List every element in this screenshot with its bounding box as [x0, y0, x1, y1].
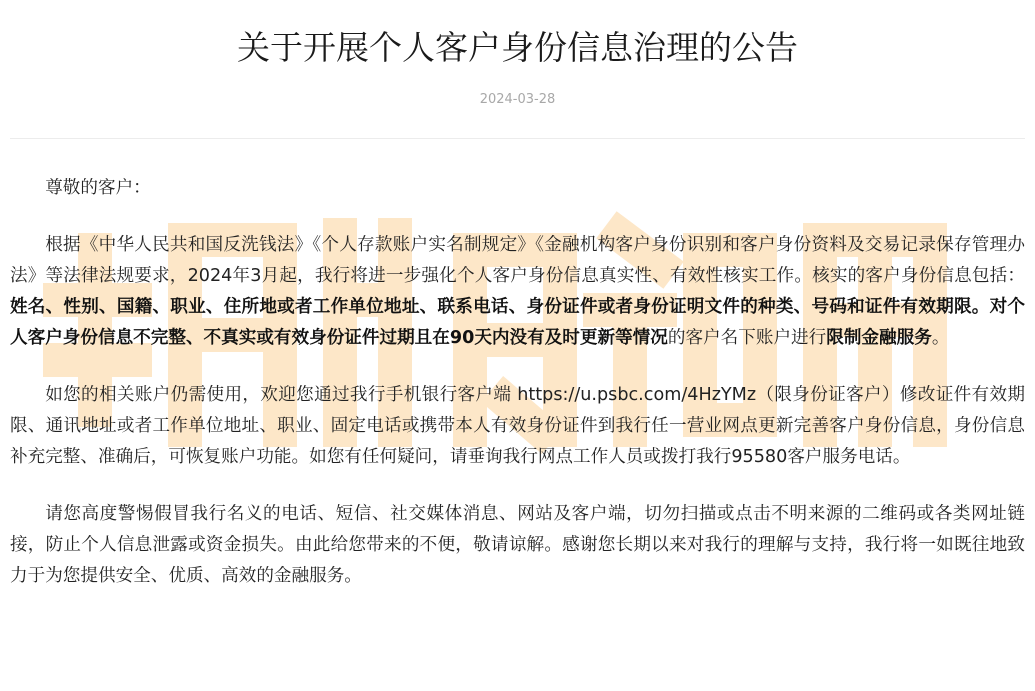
page-title: 关于开展个人客户身份信息治理的公告: [237, 28, 798, 67]
announcement-body: [10, 173, 1025, 592]
policy-text-b: 的客户名下账户进行: [667, 328, 827, 348]
policy-paragraph: [10, 230, 1025, 354]
publish-date: 2024-03-28: [479, 92, 556, 107]
policy-restriction: 限制金融服务: [826, 328, 932, 348]
policy-text-a: 根据《中华人民共和国反洗钱法》《个人存款账户实名制规定》《金融机构客户身份识别和客户身份资料及交易记录保存管理办法》等法律法规要求，2024年3月起，我行将进一步强化个人客户身份信息真实性、有效性核实工作。核实的客户身份信息包括：: [10, 235, 1025, 286]
policy-required-info: 姓名、性别、国籍、职业、住所地或者工作单位地址、联系电话、身份证件或者身份证明文件的种类、号码和证件有效期限。对个人客户身份信息不完整、不真实或有效身份证件过期且在90天内没有及时更新等情况: [10, 297, 1025, 348]
fraud-warning-paragraph: 请您高度警惕假冒我行名义的电话、短信、社交媒体消息、网站及客户端，切勿扫描或点击不明来源的二维码或各类网址链接，防止个人信息泄露或资金损失。由此给您带来的不便，敬请谅解。感谢您长期以来对我行的理解与支持，我行将一如既往地致力于为您提供安全、优质、高效的金融服务。: [10, 504, 1025, 586]
header-divider: [10, 138, 1025, 139]
policy-text-c: 。: [931, 328, 950, 348]
update-instructions-paragraph: 如您的相关账户仍需使用，欢迎您通过我行手机银行客户端 https://u.psbc.com/4HzYMz（限身份证客户）修改证件有效期限、通讯地址或者工作单位地址、职业、固定电话或携带本人有效身份证件到我行任一营业网点更新完善客户身份信息，身份信息补充完整、准确后，可恢复账户功能。如您有任何疑问，请垂询我行网点工作人员或拨打我行95580客户服务电话。: [10, 385, 1025, 467]
greeting-paragraph: 尊敬的客户：: [45, 178, 151, 198]
